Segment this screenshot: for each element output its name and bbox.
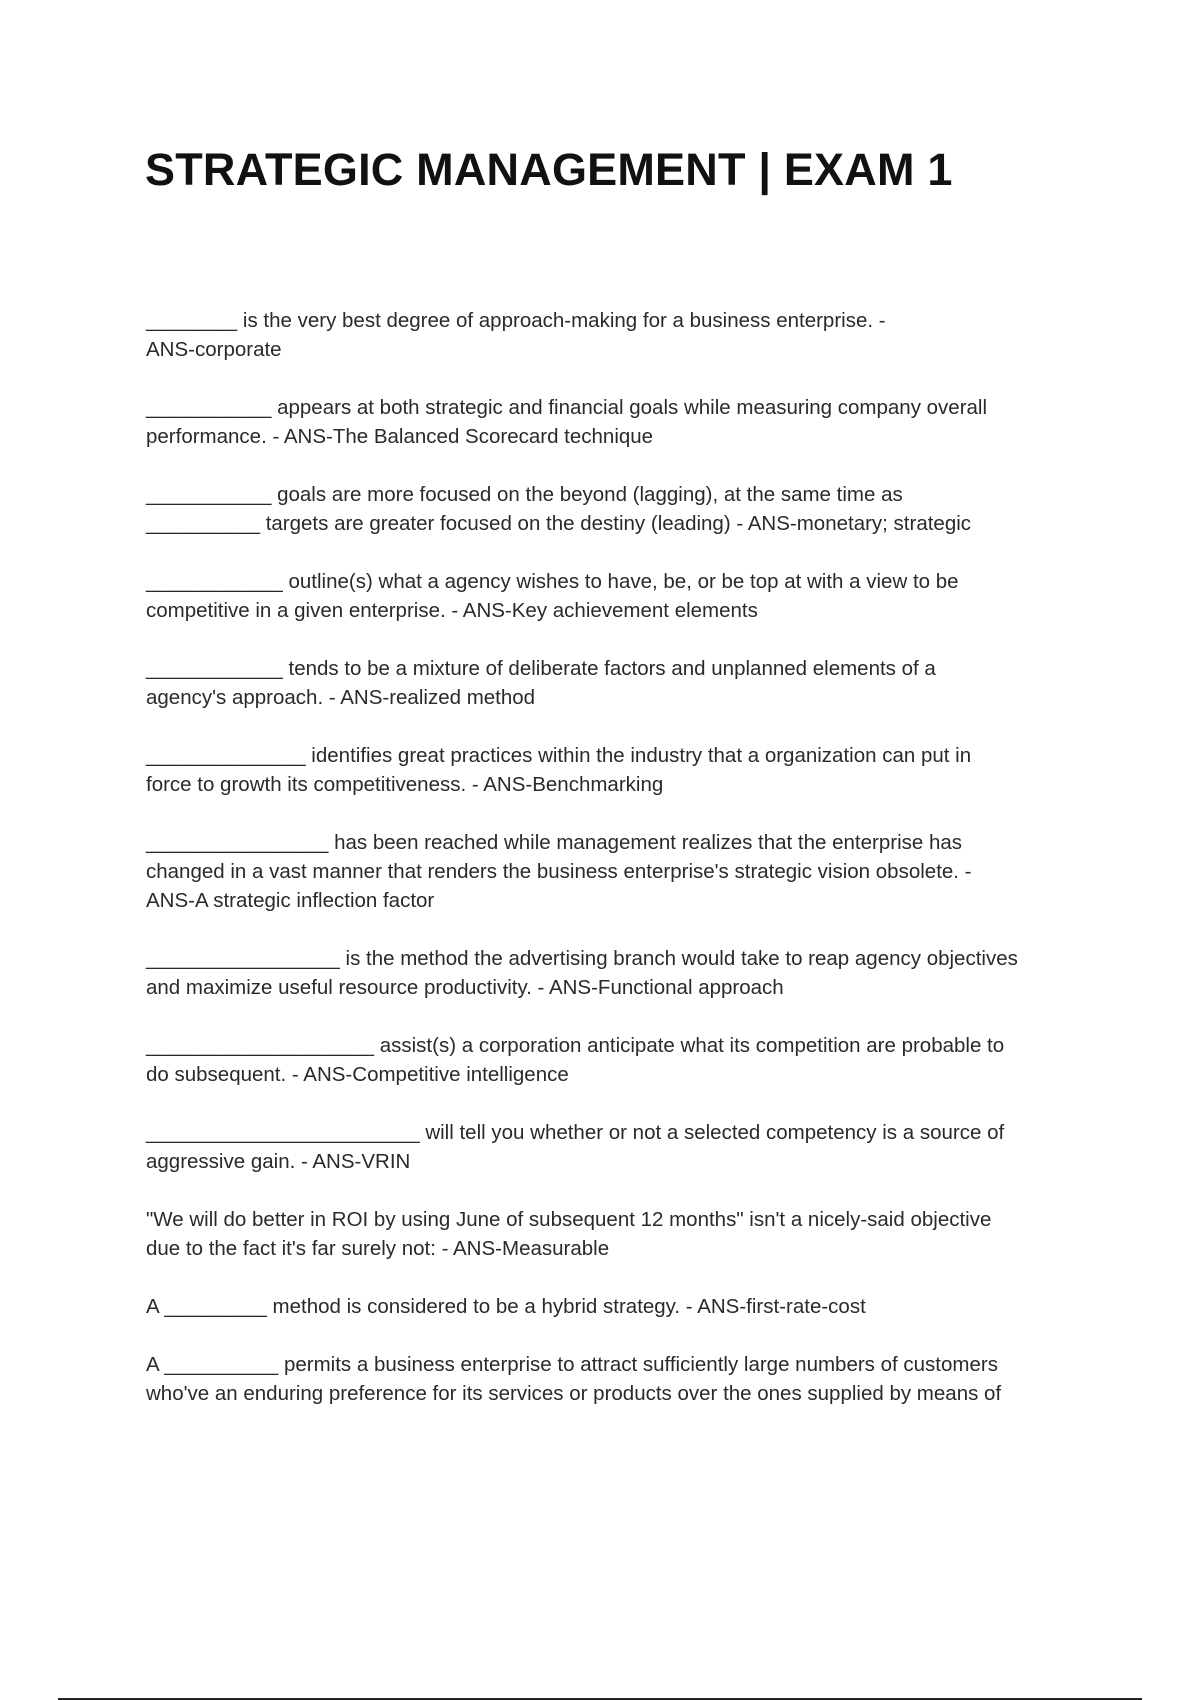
question-text-line: who've an enduring preference for its services or products over the ones supplied by means of [146, 1382, 1002, 1405]
question-text-line: changed in a vast manner that renders the business enterprise's strategic vision obsolete. - [146, 860, 972, 883]
question-text-line: "We will do better in ROI by using June of subsequent 12 months" isn't a nicely-said objective [146, 1208, 992, 1231]
question-text-line: force to growth its competitiveness. - ANS-Benchmarking [146, 773, 664, 796]
question-item [146, 654, 1091, 712]
question-text-line: ___________ appears at both strategic and financial goals while measuring company overall [146, 396, 988, 419]
question-text-line: due to the fact it's far surely not: - ANS-Measurable [146, 1237, 610, 1260]
question-text-line: __________ targets are greater focused on the destiny (leading) - ANS-monetary; strategic [146, 512, 972, 535]
question-text-line: ____________ outline(s) what a agency wishes to have, be, or be top at with a view to be [146, 570, 959, 593]
question-item [146, 393, 1091, 451]
question-text-line: ____________ tends to be a mixture of deliberate factors and unplanned elements of a [146, 657, 936, 680]
question-item [146, 828, 1091, 915]
question-item [146, 944, 1091, 1002]
question-item [146, 1292, 1091, 1321]
question-text-line: A __________ permits a business enterprise to attract sufficiently large numbers of customers [146, 1353, 998, 1376]
question-item [146, 741, 1091, 799]
question-text-line: ______________ identifies great practices within the industry that a organization can put in [146, 744, 972, 767]
question-list [146, 306, 1091, 1437]
question-item [146, 480, 1091, 538]
question-text-line: ANS-A strategic inflection factor [146, 889, 435, 912]
question-text-line: ___________ goals are more focused on the beyond (lagging), at the same time as [146, 483, 903, 506]
question-item [146, 1118, 1091, 1176]
question-text-line: do subsequent. - ANS-Competitive intelligence [146, 1063, 569, 1086]
question-text-line: A _________ method is considered to be a hybrid strategy. - ANS-first-rate-cost [146, 1295, 866, 1318]
question-text-line: ANS-corporate [146, 338, 282, 361]
question-text-line: agency's approach. - ANS-realized method [146, 686, 536, 709]
question-text-line: ________________ has been reached while management realizes that the enterprise has [146, 831, 963, 854]
question-text-line: ________ is the very best degree of approach-making for a business enterprise. - [146, 309, 886, 332]
question-item [146, 1205, 1091, 1263]
question-text-line: performance. - ANS-The Balanced Scorecard technique [146, 425, 654, 448]
question-item [146, 306, 1091, 364]
question-text-line: aggressive gain. - ANS-VRIN [146, 1150, 411, 1173]
question-text-line: ____________________ assist(s) a corporation anticipate what its competition are probable to [146, 1034, 1005, 1057]
question-item [146, 567, 1091, 625]
question-text-line: _________________ is the method the advertising branch would take to reap agency objectives [146, 947, 1018, 970]
question-text-line: competitive in a given enterprise. - ANS-Key achievement elements [146, 599, 758, 622]
page-title: STRATEGIC MANAGEMENT | EXAM 1 [145, 144, 953, 195]
question-item [146, 1350, 1091, 1408]
question-text-line: ________________________ will tell you whether or not a selected competency is a source of [146, 1121, 1005, 1144]
question-item [146, 1031, 1091, 1089]
question-text-line: and maximize useful resource productivity. - ANS-Functional approach [146, 976, 784, 999]
